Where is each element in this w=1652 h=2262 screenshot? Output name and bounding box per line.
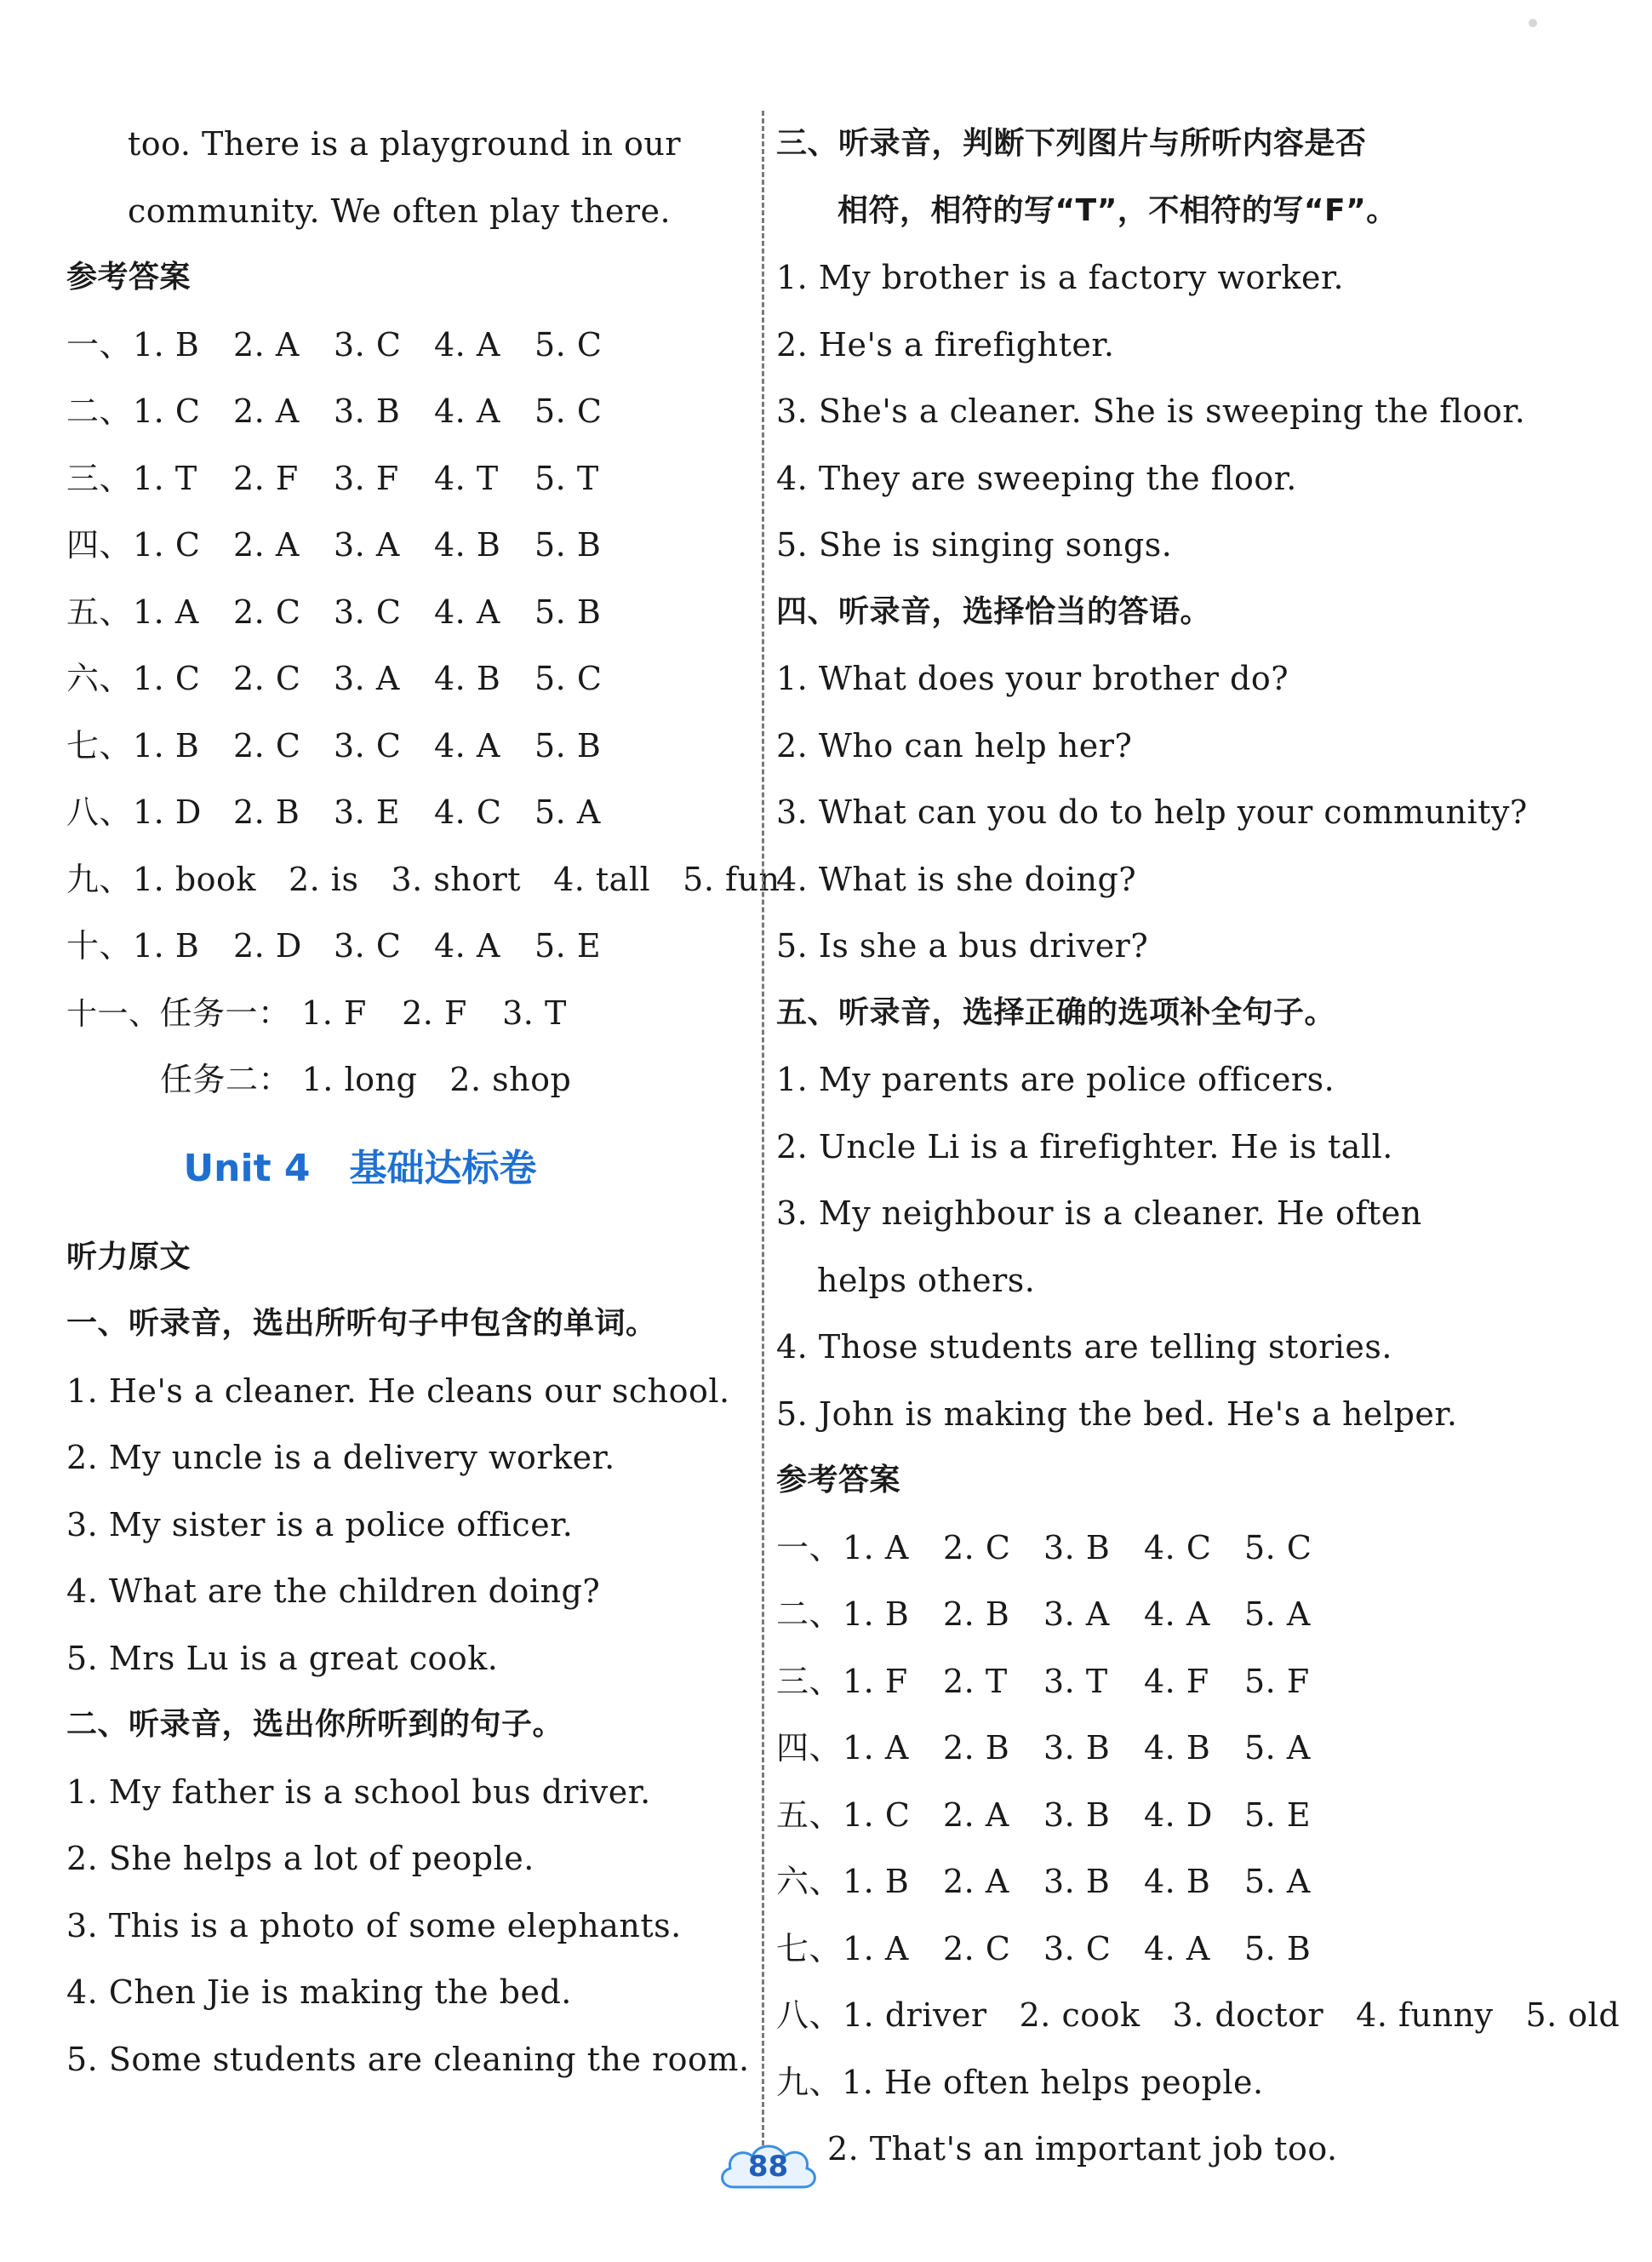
answer-row-label: 二、 xyxy=(66,392,133,430)
answer-row xyxy=(66,713,756,780)
section2-title: 二、听录音，选出你所听到的句子。 xyxy=(66,1707,564,1742)
section5-item: 5. John is making the bed. He's a helper. xyxy=(776,1394,1458,1433)
answer-items xyxy=(843,1848,1345,1916)
answer-row xyxy=(776,1782,1483,1849)
section2-item: 5. Some students are cleaning the room. xyxy=(66,2040,750,2078)
answer-item: 3. B xyxy=(1043,1729,1111,1767)
answer-item: 2. is xyxy=(288,860,359,898)
answer-item: 4. T xyxy=(434,459,499,497)
answer-item: 5. B xyxy=(534,593,602,631)
task2-answers xyxy=(302,1046,604,1114)
answer-item: 1. driver xyxy=(843,1996,987,2034)
section3-item: 2. He's a firefighter. xyxy=(776,325,1115,364)
answer-item: 2. F xyxy=(233,459,299,497)
answer-item: 5. E xyxy=(534,927,602,965)
answer-item: 5. A xyxy=(1244,1595,1311,1633)
answer-item: 5. C xyxy=(534,660,603,697)
answer-item: 5. T xyxy=(534,459,599,497)
answer-item: 2. A xyxy=(943,1795,1009,1834)
section1-item: 4. What are the children doing? xyxy=(66,1572,601,1610)
section5-item: 1. My parents are police officers. xyxy=(776,1061,1335,1098)
answer-item: 1. C xyxy=(843,1795,911,1834)
answer-items xyxy=(133,846,813,913)
answer-item: 1. F xyxy=(843,1662,908,1700)
answer-item: 1. A xyxy=(133,593,199,631)
answer-items xyxy=(133,645,635,713)
column-divider xyxy=(762,111,764,2145)
answer-row xyxy=(776,1982,1621,2049)
section4-title: 四、听录音，选择恰当的答语。 xyxy=(776,593,1212,629)
answer-item: 1. B xyxy=(133,927,200,965)
section4-item: 1. What does your brother do? xyxy=(776,660,1289,697)
section5-title: 五、听录音，选择正确的选项补全句子。 xyxy=(776,994,1336,1030)
section5-item: 4. Those students are telling stories. xyxy=(776,1328,1393,1366)
answer-item: 4. A xyxy=(434,726,500,764)
answer-item: 4. F xyxy=(1144,1662,1209,1700)
answer-row xyxy=(776,1848,1483,1916)
answer-item: 2. B xyxy=(943,1595,1010,1633)
answer-items xyxy=(133,378,635,445)
answer-item: 2. C xyxy=(943,1929,1011,1967)
corner-dot xyxy=(1529,19,1537,27)
answer-item: 4. B xyxy=(434,526,501,564)
answer-item: 1. C xyxy=(133,526,201,564)
answer-item: 2. A xyxy=(233,526,300,564)
answer-row-label: 七、 xyxy=(776,1929,843,1967)
answer-row-label: 八、 xyxy=(66,793,133,831)
answer-item: 1. B xyxy=(133,325,200,364)
answer-item: 5. E xyxy=(1244,1795,1312,1834)
answer-item: 1. F xyxy=(301,994,367,1032)
answers-title: 参考答案 xyxy=(776,1463,901,1498)
answer-item: 2. shop xyxy=(449,1061,572,1098)
answer-row-label: 四、 xyxy=(776,1729,843,1767)
answer-row xyxy=(66,312,756,379)
answer-item: 4. B xyxy=(434,660,501,697)
answer-row xyxy=(66,779,756,846)
answer-item: 4. B xyxy=(1144,1863,1211,1900)
section3-item: 4. They are sweeping the floor. xyxy=(776,459,1297,497)
answer-item: 5. B xyxy=(534,726,602,764)
answer-item: 2. B xyxy=(233,793,300,831)
answer-row-label: 一、 xyxy=(66,325,133,364)
answer-item: 3. T xyxy=(1043,1662,1108,1700)
answer-items xyxy=(843,1982,1652,2049)
answer-item: 1. B xyxy=(133,726,200,764)
answer-item: 2. D xyxy=(233,927,302,965)
answer-item: 3. E xyxy=(334,793,401,831)
answer-item: 1. D xyxy=(133,793,202,831)
right-answer-rows xyxy=(776,1515,1621,2049)
answer-item: 3. A xyxy=(334,660,400,697)
answer-item: 1. A xyxy=(843,1528,909,1566)
answer-item: 5. fun xyxy=(683,860,780,898)
answer-row xyxy=(66,645,756,713)
answer-item: 1. long xyxy=(301,1061,418,1098)
answer-item: 2. A xyxy=(233,325,300,364)
section9-row xyxy=(776,2116,1483,2183)
section9-row xyxy=(776,2049,1483,2116)
task1-label: 任务一： xyxy=(159,994,291,1032)
answer-row-label: 五、 xyxy=(66,593,133,631)
page-number: 88 xyxy=(747,2150,789,2184)
section3-item: 5. She is singing songs. xyxy=(776,526,1173,564)
answers-title: 参考答案 xyxy=(66,260,191,295)
left-answer-rows xyxy=(66,312,780,980)
section5-item: 2. Uncle Li is a firefighter. He is tall. xyxy=(776,1127,1393,1165)
section9-item: 2. That's an important job too. xyxy=(827,2130,1338,2168)
section1-title: 一、听录音，选出所听句子中包含的单词。 xyxy=(66,1306,657,1341)
answer-item: 3. C xyxy=(334,593,402,631)
unit-title-en: Unit 4 xyxy=(183,1146,311,1190)
answer-row xyxy=(66,445,756,513)
answer-items xyxy=(133,913,635,980)
answer-items xyxy=(133,512,635,579)
answer-row xyxy=(66,846,780,913)
section3-title-cont: 相符，相符的写“T”，不相符的写“F”。 xyxy=(837,192,1398,228)
section1-item: 1. He's a cleaner. He cleans our school. xyxy=(66,1372,730,1410)
answer-item: 3. T xyxy=(502,994,567,1032)
section2-item: 2. She helps a lot of people. xyxy=(66,1840,534,1877)
answer-item: 3. B xyxy=(334,392,401,430)
answer-item: 2. C xyxy=(233,660,301,697)
answer-row xyxy=(776,1648,1483,1715)
section3-title: 三、听录音，判断下列图片与所听内容是否 xyxy=(776,126,1367,161)
section4-item: 5. Is she a bus driver? xyxy=(776,927,1149,965)
answer-item: 4. B xyxy=(1144,1729,1211,1767)
answer-row xyxy=(66,579,756,646)
answer-items xyxy=(133,579,635,646)
section4-item: 2. Who can help her? xyxy=(776,726,1133,764)
answer-item: 4. A xyxy=(434,392,500,430)
answer-item: 4. A xyxy=(434,927,500,965)
answer-item: 1. B xyxy=(843,1595,910,1633)
answer-item: 1. A xyxy=(843,1929,909,1967)
answer-item: 3. C xyxy=(1043,1929,1112,1967)
answer-row-label: 三、 xyxy=(66,459,133,497)
answer-item: 3. short xyxy=(391,860,522,898)
answer-row-label: 五、 xyxy=(776,1795,843,1834)
answer-item: 4. C xyxy=(434,793,502,831)
section2-item: 3. This is a photo of some elephants. xyxy=(66,1906,682,1944)
answer-row-label: 七、 xyxy=(66,726,133,764)
unit-title xyxy=(66,1114,756,1224)
answer-row-label: 三、 xyxy=(776,1662,843,1700)
task-row-2 xyxy=(66,1046,756,1114)
answer-row xyxy=(776,1581,1483,1648)
answer-items xyxy=(843,1515,1345,1582)
intro-line: community. We often play there. xyxy=(128,192,672,230)
section3-item: 3. She's a cleaner. She is sweeping the floor. xyxy=(776,392,1526,430)
task-row-1 xyxy=(66,980,756,1047)
answer-items xyxy=(133,713,635,780)
answer-row xyxy=(776,1715,1483,1782)
section4-item: 4. What is she doing? xyxy=(776,860,1137,898)
answer-items xyxy=(133,445,635,513)
listening-title: 听力原文 xyxy=(66,1239,191,1274)
answer-item: 2. A xyxy=(233,392,300,430)
answer-item: 1. C xyxy=(133,392,201,430)
answer-items xyxy=(843,1715,1345,1782)
answer-item: 5. A xyxy=(1244,1863,1311,1900)
answer-row-label: 六、 xyxy=(66,660,133,697)
answer-items xyxy=(133,779,635,846)
answer-item: 2. C xyxy=(233,593,301,631)
answer-item: 5. B xyxy=(534,526,602,564)
answer-row xyxy=(66,913,756,980)
section2-item: 4. Chen Jie is making the bed. xyxy=(66,1973,572,2011)
answer-item: 3. C xyxy=(334,726,402,764)
answer-row-label: 八、 xyxy=(776,1996,843,2034)
answer-items xyxy=(843,1581,1345,1648)
answer-row-label: 一、 xyxy=(776,1528,843,1566)
answer-item: 5. C xyxy=(1244,1528,1312,1566)
answer-item: 2. C xyxy=(233,726,301,764)
answer-items xyxy=(133,312,635,379)
answer-item: 5. F xyxy=(1244,1662,1310,1700)
answer-item: 3. B xyxy=(1043,1795,1111,1834)
answer-row-label: 四、 xyxy=(66,526,133,564)
answer-item: 3. B xyxy=(1043,1863,1111,1900)
task1-answers xyxy=(301,980,603,1047)
answer-item: 2. F xyxy=(402,994,467,1032)
answer-item: 2. C xyxy=(943,1528,1011,1566)
answer-item: 5. B xyxy=(1244,1929,1312,1967)
answer-item: 4. A xyxy=(434,593,500,631)
answer-item: 1. T xyxy=(133,459,197,497)
task2-label: 任务二： xyxy=(160,1061,292,1098)
answer-item: 2. cook xyxy=(1019,1996,1140,2034)
answer-item: 5. old xyxy=(1525,1996,1621,2034)
answer-row xyxy=(776,1916,1483,1983)
answer-item: 1. A xyxy=(843,1729,909,1767)
section9-item: 1. He often helps people. xyxy=(842,2063,1264,2101)
left-column xyxy=(66,111,780,2093)
answer-row-label: 六、 xyxy=(776,1863,843,1900)
answer-item: 2. B xyxy=(943,1729,1010,1767)
section1-item: 2. My uncle is a delivery worker. xyxy=(66,1439,615,1476)
section1-item: 5. Mrs Lu is a great cook. xyxy=(66,1639,499,1677)
answer-items xyxy=(843,1916,1345,1983)
answer-item: 1. C xyxy=(133,660,201,697)
answer-item: 2. A xyxy=(943,1863,1009,1900)
answer-row-label: 十、 xyxy=(66,927,133,965)
answer-item: 2. T xyxy=(943,1662,1008,1700)
section2-item: 1. My father is a school bus driver. xyxy=(66,1772,651,1811)
answer-item: 3. B xyxy=(1043,1528,1111,1566)
answer-item: 5. A xyxy=(534,793,601,831)
task-label: 十一、 xyxy=(66,996,160,1032)
section1-item: 3. My sister is a police officer. xyxy=(66,1505,574,1543)
answer-item: 3. F xyxy=(334,459,399,497)
answer-item: 5. C xyxy=(534,325,603,364)
unit-title-zh: 基础达标卷 xyxy=(349,1146,537,1190)
answer-row xyxy=(66,512,756,579)
answer-item: 3. doctor xyxy=(1172,1996,1324,2034)
section4-item: 3. What can you do to help your community? xyxy=(776,793,1528,831)
answer-item: 1. book xyxy=(133,860,256,898)
answer-item: 4. tall xyxy=(553,860,651,898)
answer-item: 3. A xyxy=(1043,1595,1110,1633)
answer-item: 4. A xyxy=(434,325,500,364)
answer-item: 3. C xyxy=(334,927,402,965)
answer-item: 4. C xyxy=(1144,1528,1212,1566)
answer-row-label: 二、 xyxy=(776,1595,843,1633)
answer-row xyxy=(776,1515,1483,1582)
answer-row-label: 九、 xyxy=(66,860,133,898)
answer-row xyxy=(66,378,756,445)
section3-item: 1. My brother is a factory worker. xyxy=(776,259,1345,296)
answer-item: 4. D xyxy=(1144,1795,1213,1834)
section5-item-cont: helps others. xyxy=(817,1261,1036,1299)
answer-item: 4. funny xyxy=(1356,1996,1494,2034)
section5-item: 3. My neighbour is a cleaner. He often xyxy=(776,1194,1422,1232)
right-column xyxy=(776,111,1621,2183)
answer-item: 4. A xyxy=(1144,1929,1210,1967)
answer-item: 5. A xyxy=(1244,1729,1311,1767)
section9-label: 九、 xyxy=(776,2063,843,2101)
answer-item: 5. C xyxy=(534,392,603,430)
answer-item: 1. B xyxy=(843,1863,910,1900)
page-number-badge xyxy=(715,2134,821,2199)
answer-item: 3. C xyxy=(334,325,402,364)
answer-item: 4. A xyxy=(1144,1595,1210,1633)
intro-line: too. There is a playground in our xyxy=(128,125,682,163)
answer-items xyxy=(843,1648,1345,1715)
answer-items xyxy=(843,1782,1345,1849)
answer-item: 3. A xyxy=(334,526,400,564)
